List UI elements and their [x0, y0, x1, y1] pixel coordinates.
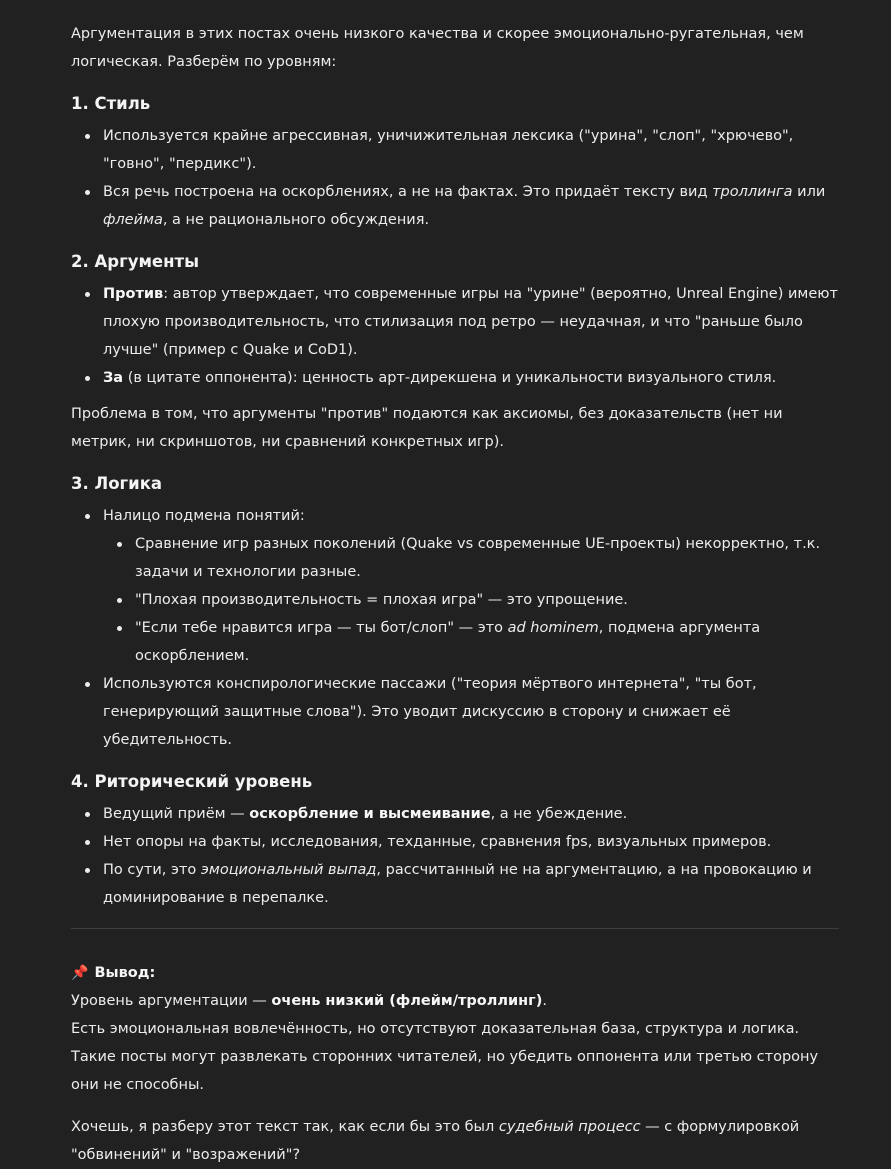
conclusion-paragraph: Есть эмоциональная вовлечённость, но отсутствуют доказательная база, структура и логика. Такие посты могут развлекать сторонних читателей, но убедить оппонента или третью сторону они не способны.	[71, 1021, 819, 1093]
nested-list	[103, 530, 839, 670]
heading-rhetoric: 4. Риторический уровень	[71, 772, 313, 791]
heading-style: 1. Стиль	[71, 94, 151, 113]
list-item: Налицо подмена понятий: Сравнение игр разных поколений (Quake vs современные UE-проекты) некорректно, т.к. задачи и технологии разные. "Плохая производительность = плохая игра" — это упрощение. "Если тебе нравится игра — ты бот/слоп" — это ad hominem, подмена аргумента оскорблением.	[71, 502, 839, 670]
arguments-list	[71, 280, 839, 392]
intro-paragraph: Аргументация в этих постах очень низкого качества и скорее эмоционально-ругательная, чем логическая. Разберём по уровням:	[71, 26, 804, 70]
conclusion-label: 📌 Вывод:	[71, 965, 156, 981]
nested-list-item: "Если тебе нравится игра — ты бот/слоп" — это ad hominem, подмена аргумента оскорблением.	[103, 614, 839, 670]
list-item: По сути, это эмоциональный выпад, рассчитанный не на аргументацию, а на провокацию и доминирование в перепалке.	[71, 856, 839, 912]
follow-up-offer: Хочешь, я разберу этот текст так, как если бы это был судебный процесс — с формулировкой "обвинений" и "возражений"?	[71, 1119, 800, 1163]
list-item: За (в цитате оппонента): ценность арт-дирекшена и уникальности визуального стиля.	[71, 364, 839, 392]
list-item: Ведущий приём — оскорбление и высмеивание, а не убеждение.	[71, 800, 839, 828]
arguments-paragraph: Проблема в том, что аргументы "против" подаются как аксиомы, без доказательств (нет ни метрик, ни скриншотов, ни сравнений конкретных игр).	[71, 406, 783, 450]
nested-list-item: Сравнение игр разных поколений (Quake vs современные UE-проекты) некорректно, т.к. задачи и технологии разные.	[103, 530, 839, 586]
logic-list	[71, 502, 839, 754]
heading-logic: 3. Логика	[71, 474, 163, 493]
rhetoric-list	[71, 800, 839, 912]
style-list	[71, 122, 839, 234]
list-item: Используется крайне агрессивная, уничижительная лексика ("урина", "слоп", "хрючево", "говно", "пердикс").	[71, 122, 839, 178]
list-item: Вся речь построена на оскорблениях, а не на фактах. Это придаёт тексту вид троллинга или флейма, а не рационального обсуждения.	[71, 178, 839, 234]
list-item: Против: автор утверждает, что современные игры на "урине" (вероятно, Unreal Engine) имеют плохую производительность, что стилизация под ретро — неудачная, и что "раньше было лучше" (пример с Quake и CoD1).	[71, 280, 839, 364]
nested-list-item: "Плохая производительность = плохая игра" — это упрощение.	[103, 586, 839, 614]
heading-arguments: 2. Аргументы	[71, 252, 200, 271]
assistant-message	[71, 20, 839, 1169]
list-item: Нет опоры на факты, исследования, техданные, сравнения fps, визуальных примеров.	[71, 828, 839, 856]
pin-icon: 📌	[71, 965, 89, 981]
conclusion-line: Уровень аргументации — очень низкий (флейм/троллинг).	[71, 993, 547, 1009]
list-item: Используются конспирологические пассажи ("теория мёртвого интернета", "ты бот, генерирующий защитные слова"). Это уводит дискуссию в сторону и снижает её убедительность.	[71, 670, 839, 754]
